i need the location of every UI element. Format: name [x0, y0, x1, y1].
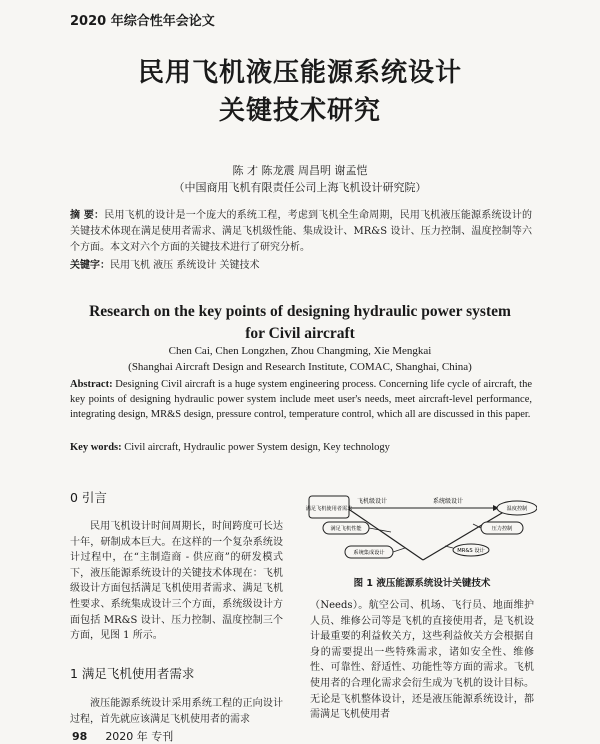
figure-1-diagram	[305, 492, 537, 570]
section-0-paragraph: 民用飞机设计时间周期长，时间跨度可长达十年，研制成本巨大。在这样的一个复杂系统设计过程中，在“主制造商 - 供应商”的研发模式下，液压能源系统设计的关键技术体现在：飞机级设计方面包括满足飞机使用者需求、满足飞机性要求、系统集成设计三个方面，系统级设计方面包括 MR&S 设计、压力控制、温度控制三个方面，见图 1 所示。	[70, 521, 283, 642]
box-user-needs-label: 满足飞机使用者需求	[305, 506, 353, 512]
authors-cn: 陈 才 陈龙震 周昌明 谢孟恺	[232, 164, 368, 177]
line-perf	[369, 528, 391, 532]
title-en-line2: for Civil aircraft	[245, 325, 355, 342]
abstract-cn-label: 摘 要：	[70, 210, 105, 221]
title-cn-line1: 民用飞机液压能源系统设计	[137, 58, 462, 88]
authors-en: Chen Cai, Chen Longzhen, Zhou Changming, Xie Mengkai	[168, 345, 432, 357]
abstract-cn	[70, 208, 532, 256]
keywords-cn	[70, 258, 532, 274]
keywords-cn-text: 民用飞机 液压 系统设计 关键技术	[110, 260, 260, 271]
abstract-en	[70, 377, 532, 422]
system-level-label: 系统级设计	[433, 498, 464, 505]
page-footer	[72, 728, 173, 744]
box-temperature-label: 温度控制	[506, 506, 528, 512]
keywords-en	[70, 440, 532, 455]
abstract-en-label: Abstract:	[70, 379, 113, 390]
journal-header: 2020 年综合性年会论文	[70, 14, 215, 29]
keywords-cn-label: 关键字：	[70, 260, 110, 271]
publication-name: 2020 年 专刊	[105, 730, 174, 743]
section-1-paragraph: 液压能源系统设计采用系统工程的正向设计过程，首先就应该满足飞机使用者的需求	[70, 698, 283, 725]
box-integration-label: 系统集成设计	[353, 550, 385, 556]
affiliation-en: (Shanghai Aircraft Design and Research Institute, COMAC, Shanghai, China)	[128, 361, 472, 373]
section-0-heading: 0 引言	[70, 490, 107, 505]
aircraft-level-label: 飞机级设计	[357, 498, 388, 505]
figure-1-caption: 图 1 液压能源系统设计关键技术	[353, 578, 491, 589]
box-mrs-label: MR&S 设计	[457, 548, 485, 554]
box-pressure-label: 压力控制	[491, 526, 513, 532]
abstract-en-text: Designing Civil aircraft is a huge system engineering process. Concerning life cycle of aircraft, the key points of designing hydraulic power system include meet user's needs, meet aircraft-level performance, integrating design, MR&S design, pressure control, temperature control, which all are discussed in this paper.	[70, 379, 533, 420]
box-performance-label: 满足飞机性能	[330, 526, 362, 532]
affiliation-cn: （中国商用飞机有限责任公司上海飞机设计研究院）	[173, 181, 427, 194]
section-1-heading: 1 满足飞机使用者需求	[70, 666, 195, 681]
line-integration	[393, 548, 405, 552]
right-column-paragraph: （Needs）。航空公司、机场、飞行员、地面维护人员、维修公司等是飞机的直接使用者，是飞机设计最重要的利益攸关方，这些利益攸关方会根据自身的需要提出一些特殊需求，诸如安全性、维修性、可靠性、舒适性、功能性等方面的需求。飞机使用者的合理化需求会衍生成为飞机的设计目标。无论是飞机整体设计，还是液压能源系统设计，都需满足飞机使用者	[310, 600, 534, 721]
title-en-line1: Research on the key points of designing hydraulic power system	[89, 303, 511, 320]
title-cn-line2: 关键技术研究	[218, 96, 381, 126]
keywords-en-text: Civil aircraft, Hydraulic power System design, Key technology	[124, 442, 390, 453]
abstract-cn-text: 民用飞机的设计是一个庞大的系统工程，考虑到飞机全生命周期，民用飞机液压能源系统设计的关键技术体现在满足使用者需求、满足飞机级性能、集成设计、MR&S 设计、压力控制、温度控制等六个方面。本文对六个方面的关键技术进行了研究分析。	[70, 210, 533, 253]
page-number: 98	[72, 730, 88, 743]
line-mrs	[445, 546, 453, 548]
keywords-en-label: Key words:	[70, 442, 122, 453]
